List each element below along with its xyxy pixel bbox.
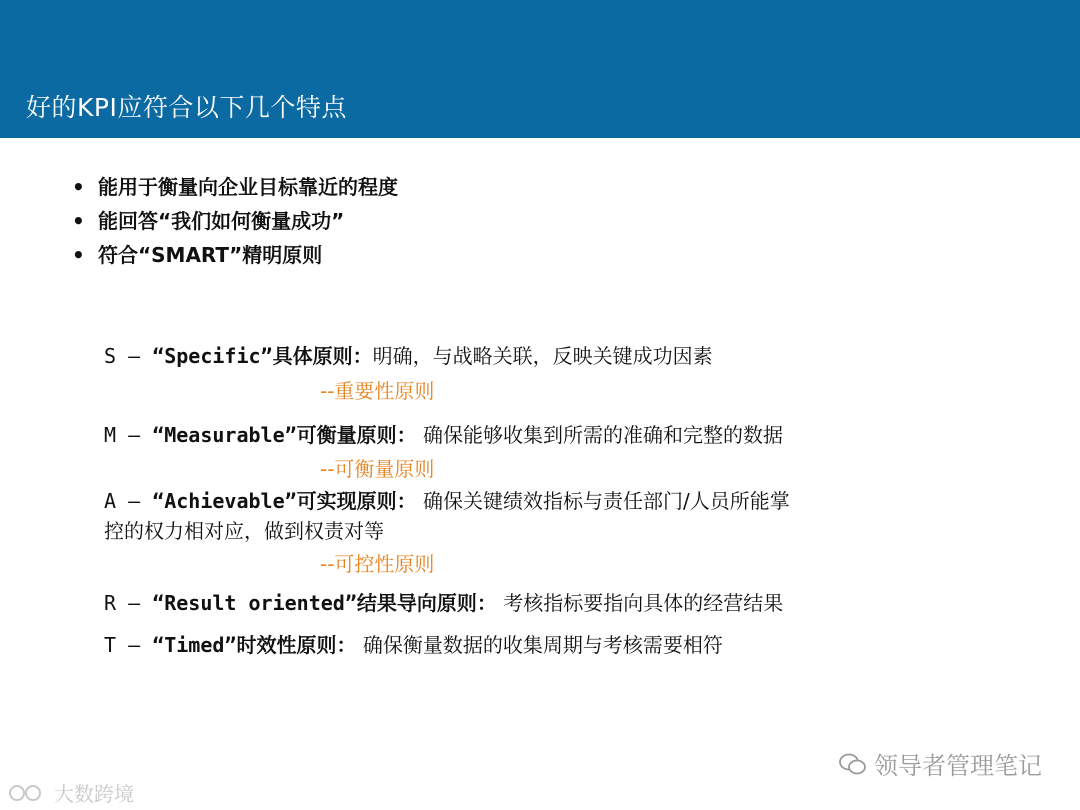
rule-specific: [104, 340, 713, 373]
watermark-text: 大数跨境: [54, 782, 134, 806]
watermark-text: 领导者管理笔记: [874, 752, 1042, 780]
rule-letter: A: [104, 489, 117, 513]
bullet-item: [72, 238, 398, 272]
bullet-list: [72, 170, 398, 272]
rule-specific-sub: --重要性原则: [320, 379, 435, 403]
slide-title: 好的KPI应符合以下几个特点: [26, 93, 347, 122]
rule-keyword: “Achievable”可实现原则：: [152, 489, 417, 513]
wechat-icon: [838, 752, 868, 776]
rule-achievable: [104, 485, 790, 518]
bullet-text: 能用于衡量向企业目标靠近的程度: [98, 175, 398, 199]
rule-dash: —: [128, 591, 141, 615]
rule-keyword: “Result oriented”结果导向原则：: [152, 591, 497, 615]
brand-logo-icon: [6, 782, 50, 804]
rule-keyword: “Specific”具体原则：: [152, 344, 373, 368]
rule-description: 考核指标要指向具体的经营结果: [496, 591, 784, 615]
rule-result-oriented: [104, 587, 783, 620]
bullet-dot-icon: •: [72, 175, 85, 199]
rule-description: 确保衡量数据的收集周期与考核需要相符: [356, 633, 723, 657]
rule-measurable: [104, 419, 783, 452]
rule-description: 明确，与战略关联，反映关键成功因素: [372, 344, 713, 368]
rule-letter: M: [104, 423, 117, 447]
rule-letter: S: [104, 344, 117, 368]
rule-dash: —: [128, 489, 141, 513]
rule-achievable-sub: --可控性原则: [320, 552, 435, 576]
bullet-item: [72, 204, 398, 238]
rule-dash: —: [128, 423, 141, 447]
rule-letter: T: [104, 633, 117, 657]
rule-description: 确保关键绩效指标与责任部门/人员所能掌: [416, 489, 790, 513]
bullet-dot-icon: •: [72, 209, 85, 233]
rule-keyword: “Measurable”可衡量原则：: [152, 423, 417, 447]
rule-timed: [104, 629, 723, 662]
bullet-dot-icon: •: [72, 243, 85, 267]
rule-measurable-sub: --可衡量原则: [320, 457, 435, 481]
rule-letter: R: [104, 591, 117, 615]
rule-dash: —: [128, 344, 141, 368]
bullet-text: 能回答“我们如何衡量成功”: [98, 209, 345, 233]
rule-description: 确保能够收集到所需的准确和完整的数据: [416, 423, 784, 447]
rule-achievable-continued: 控的权力相对应，做到权责对等: [104, 519, 384, 543]
bullet-item: [72, 170, 398, 204]
bullet-text: 符合“SMART”精明原则: [98, 243, 323, 267]
watermark-brand: [6, 778, 134, 807]
rule-keyword: “Timed”时效性原则：: [152, 633, 357, 657]
rule-dash: —: [128, 633, 141, 657]
watermark-wechat: [838, 746, 1042, 781]
